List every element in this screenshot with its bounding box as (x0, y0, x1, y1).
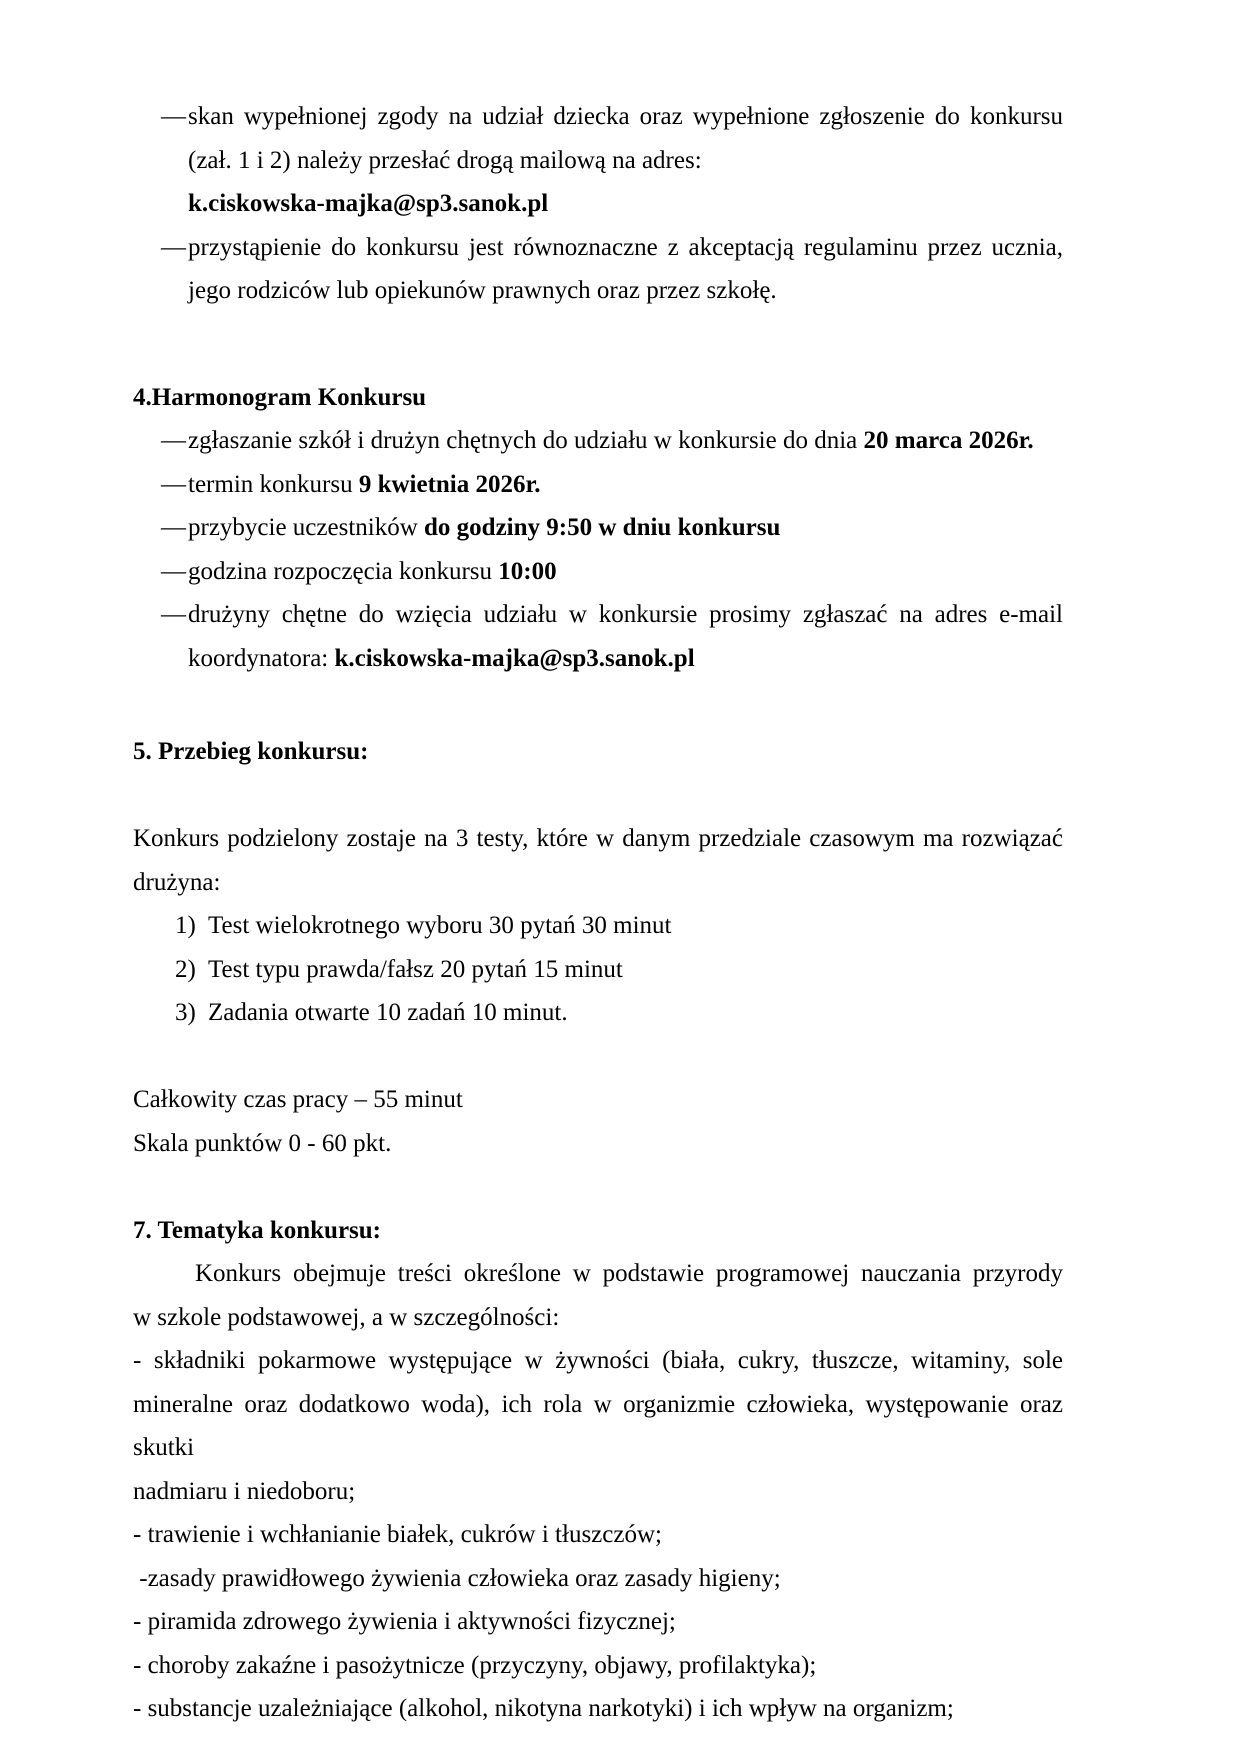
intro-bullet-accept-line-1 (133, 226, 1063, 270)
intro-bullet-accept-text-1: przystąpienie do konkursu jest równoznaczne z akceptacją regulaminu przez ucznia, (188, 233, 1063, 261)
topic-digestion: - trawienie i wchłanianie białek, cukrów i tłuszczów; (133, 1521, 662, 1548)
points-scale-line: Skala punktów 0 - 60 pkt. (133, 1129, 392, 1157)
spacer (133, 1165, 1063, 1209)
topic-nutrients-line-3: nadmiaru i niedoboru; (133, 1477, 356, 1505)
schedule-bullet-arrival (133, 506, 1063, 550)
spacer (133, 774, 1063, 818)
dash-bullet-icon: — (161, 557, 186, 585)
intro-bullet-scan-line-1 (133, 95, 1063, 139)
schedule-registration-text: zgłaszanie szkół i drużyn chętnych do udziału w konkursie do dnia (188, 427, 864, 454)
topic-food-pyramid: - piramida zdrowego żywienia i aktywności fizycznej; (133, 1608, 676, 1635)
schedule-email-text-1: drużyny chętne do wzięcia udziału w konkursie prosimy zgłaszać na adres e-mail (188, 601, 1063, 628)
contest-structure-line-2: drużyna: (133, 868, 221, 896)
dash-bullet-icon: — (161, 470, 186, 498)
test-list-item-3 (133, 991, 1063, 1035)
section-7-heading: 7. Tematyka konkursu: (133, 1216, 381, 1244)
test-2-description: Test typu prawda/fałsz 20 pytań 15 minut (208, 955, 623, 983)
intro-bullet-scan-line-2: (zał. 1 i 2) należy przesłać drogą mailową na adres: (188, 146, 702, 174)
schedule-bullet-date (133, 463, 1063, 507)
topic-nutrients-line-1: - składniki pokarmowe występujące w żywności (biała, cukry, tłuszcze, witaminy, sole (133, 1347, 1063, 1374)
schedule-date-text: termin konkursu (188, 470, 359, 498)
intro-bullet-accept-line-2: jego rodziców lub opiekunów prawnych oraz przez szkołę. (188, 277, 777, 304)
list-number: 3) (175, 999, 196, 1026)
schedule-bullet-email-line-2 (133, 637, 1063, 681)
list-number: 1) (175, 912, 196, 939)
schedule-date-value: 9 kwietnia 2026r. (358, 470, 541, 498)
topics-intro-line-2: w szkole podstawowej, a w szczególności: (133, 1303, 560, 1331)
total-time-line: Całkowity czas pracy – 55 minut (133, 1086, 463, 1113)
schedule-start-time: 10:00 (498, 557, 557, 585)
schedule-arrival-text: przybycie uczestników (188, 514, 425, 541)
schedule-registration-deadline: 20 marca 2026r. (863, 427, 1034, 454)
spacer (133, 313, 1063, 376)
contest-structure-line-1: Konkurs podzielony zostaje na 3 testy, które w danym przedziale czasowym ma rozwiązać (133, 825, 1063, 852)
section-5-heading: 5. Przebieg konkursu: (133, 738, 369, 765)
topics-intro-line-1: Konkurs obejmuje treści określone w podstawie programowej nauczania przyrody (195, 1260, 1063, 1287)
dash-bullet-icon: — (161, 103, 186, 130)
topic-diseases: - choroby zakaźne i pasożytnicze (przyczyny, objawy, profilaktyka); (133, 1651, 817, 1679)
coordinator-email-address: k.ciskowska-majka@sp3.sanok.pl (188, 190, 549, 217)
test-list-item-1 (133, 904, 1063, 948)
topic-addictive-substances: - substancje uzależniające (alkohol, nikotyna narkotyki) i ich wpływ na organizm; (133, 1695, 954, 1722)
schedule-arrival-time: do godziny 9:50 w dniu konkursu (424, 514, 781, 541)
dash-bullet-icon: — (161, 601, 186, 628)
schedule-email-text-2: koordynatora: (188, 644, 335, 672)
list-number: 2) (175, 955, 196, 983)
dash-bullet-icon: — (161, 427, 186, 454)
spacer (133, 680, 1063, 730)
dash-bullet-icon: — (161, 514, 186, 541)
section-4-heading: 4.Harmonogram Konkursu (133, 383, 427, 411)
schedule-start-text: godzina rozpoczęcia konkursu (188, 557, 499, 585)
coordinator-email-address: k.ciskowska-majka@sp3.sanok.pl (334, 644, 695, 672)
intro-bullet-scan-text-1: skan wypełnionej zgody na udział dziecka oraz wypełnione zgłoszenie do konkursu (188, 103, 1063, 130)
test-3-description: Zadania otwarte 10 zadań 10 minut. (208, 999, 568, 1026)
topic-healthy-eating: -zasady prawidłowego żywienia człowieka oraz zasady higieny; (133, 1564, 781, 1592)
topic-nutrients-line-2: mineralne oraz dodatkowo woda), ich rola w organizmie człowieka, występowanie oraz skutki (133, 1390, 1063, 1461)
dash-bullet-icon: — (161, 233, 186, 261)
schedule-bullet-email-line-1 (133, 593, 1063, 637)
test-1-description: Test wielokrotnego wyboru 30 pytań 30 minut (208, 912, 672, 939)
schedule-bullet-registration (133, 419, 1063, 463)
test-list-item-2 (133, 948, 1063, 992)
spacer (133, 1035, 1063, 1079)
schedule-bullet-start (133, 550, 1063, 594)
